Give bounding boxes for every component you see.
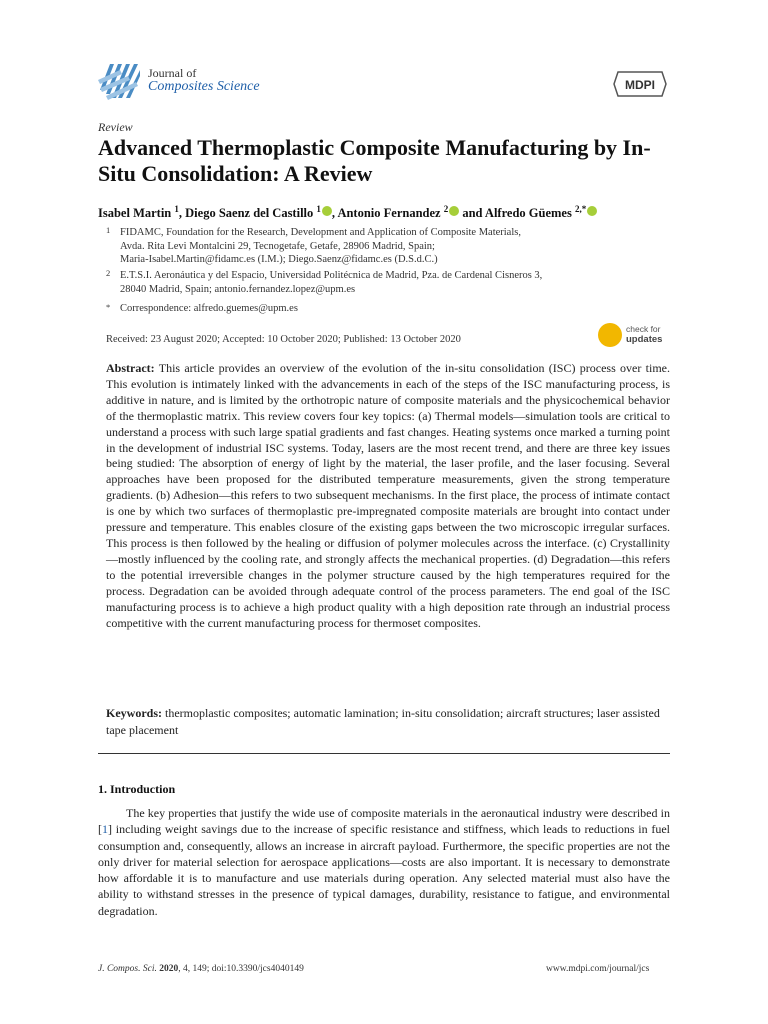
abstract [106,361,670,631]
affiliation-number: 2 [106,268,111,278]
orcid-icon[interactable] [322,206,332,216]
keywords-label: Keywords: [106,706,162,720]
affiliation-2: E.T.S.I. Aeronáutica y del Espacio, Universidad Politécnica de Madrid, Pza. de Cardenal Cisneros 3, 28040 Madrid, Spain; antonio.fernandez.lopez@upm.es [120,270,543,295]
affiliation-1: FIDAMC, Foundation for the Research, Development and Application of Composite Materials, Avda. Rita Levi Montalcini 29, Tecnogetafe, Getafe, 28906 Madrid, Spain; Maria-Isabel.Martin@fidamc.es (I.M.); Diego.Saenz@fidamc.es (D.S.d.C.) [120,227,521,265]
svg-text:MDPI: MDPI [625,78,655,92]
journal-of-label: Journal of [148,66,197,80]
author-affiliation-marker: 2,* [574,204,587,214]
article-title: Advanced Thermoplastic Composite Manufacturing by In-Situ Consolidation: A Review [98,135,651,186]
orcid-icon[interactable] [587,206,597,216]
correspondence: Correspondence: alfredo.guemes@upm.es [120,303,298,314]
article-type: Review [98,120,133,134]
abstract-label: Abstract: [106,361,155,375]
publication-dates: Received: 23 August 2020; Accepted: 10 October 2020; Published: 13 October 2020 [106,334,461,345]
orcid-icon[interactable] [449,206,459,216]
check-for-updates-badge[interactable]: check for updates [598,323,672,349]
publisher-logo [612,70,668,98]
section-divider [98,753,670,754]
journal-url[interactable]: www.mdpi.com/journal/jcs [546,964,650,974]
reference-link[interactable]: 1 [102,822,108,837]
author-affiliation-marker: 1 [316,204,321,214]
section-heading: 1. Introduction [98,782,176,796]
author-name: Antonio Fernandez [337,206,444,221]
author-name: Isabel Martin [98,206,175,221]
keywords [106,705,670,738]
author-affiliation-marker: 1 [174,204,179,214]
author-name: Diego Saenz del Castillo [185,206,317,221]
introduction-paragraph: The key properties that justify the wide use of composite materials in the aeronautical industry were described in [1] including weight savings due to the increase of specific resistance and stiffness, which leads to reductions in fuel consumption and, consequently, allows an increase in aircraft payload. Furthermore, the specific properties are not the only driver for material selection for aerospace applications—costs are also important. It is necessary to demonstrate how affordable it is to manufacture and use materials during operation. Any selected material must also have the ability to withstand stresses in the presence of typical damages, durability, resistance to fatigue, and environmental degradation. [98,806,670,918]
affiliation-number: 1 [106,225,111,235]
check-updates-icon [598,323,622,347]
author-list: Isabel Martin $^1$, Diego Saenz del Castillo $^1$ , Antonio Fernandez $^2$ and Alfredo Güemes $^{2,*}$ [98,204,678,221]
author-affiliation-marker: 2 [443,204,449,214]
journal-logo-icon [98,60,142,100]
keywords-text: thermoplastic composites; automatic lamination; in-situ consolidation; aircraft structures; laser assisted tape placement [106,706,660,737]
journal-name: Composites Science [148,79,260,94]
author-name: Alfredo Güemes [484,206,575,221]
citation-footer: J. Compos. Sci. 2020, 4, 149; doi:10.3390/jcs4040149 [98,964,304,974]
affiliation-number: * [106,302,111,312]
abstract-text: This article provides an overview of the evolution of the in-situ consolidation (ISC) process over time. This evolution is intimately linked with the advancements in each of the steps of the ISC manufacturing process, is additive in nature, and is limited by the orthotropic nature of composite materials and the physicochemical behavior of the thermoplastic matrix. This review covers four key topics: (a) Thermal models—simulation tools are critical to understand a process with such large spatial gradients and fast changes. Heating systems once marked a turning point in the development of industrial ISC systems. Today, lasers are the most recent trend, and there are three key issues being studied: The absorption of energy of light by the material, the laser profile, and the laser focusing. Several approaches have been proposed for the distributed temperature measurements, given the strong temperature gradients. (b) Adhesion—this refers to two subsequent mechanisms. In the first place, the process of intimate contact is one by which two surfaces of thermoplastic pre-impregnated composite materials are brought into contact under pressure and temperature. This enables closure of the existing gaps between the two microscopic irregular surfaces. This process is then followed by the healing or diffusion of polymer molecules across the interface. (c) Crystallinity—mostly influenced by the cooling rate, and strongly affects the mechanical properties. (d) Degradation—this refers to the potential irreversible changes in the polymer structure caused by the high temperatures required for the process. Degradation can be avoided through adequate control of the process parameters. The end goal of the ISC manufacturing process is to achieve a high product quality with a high deposition rate through an industrial process competitive with the current manufacturing process for thermoset composites. [106,361,670,630]
